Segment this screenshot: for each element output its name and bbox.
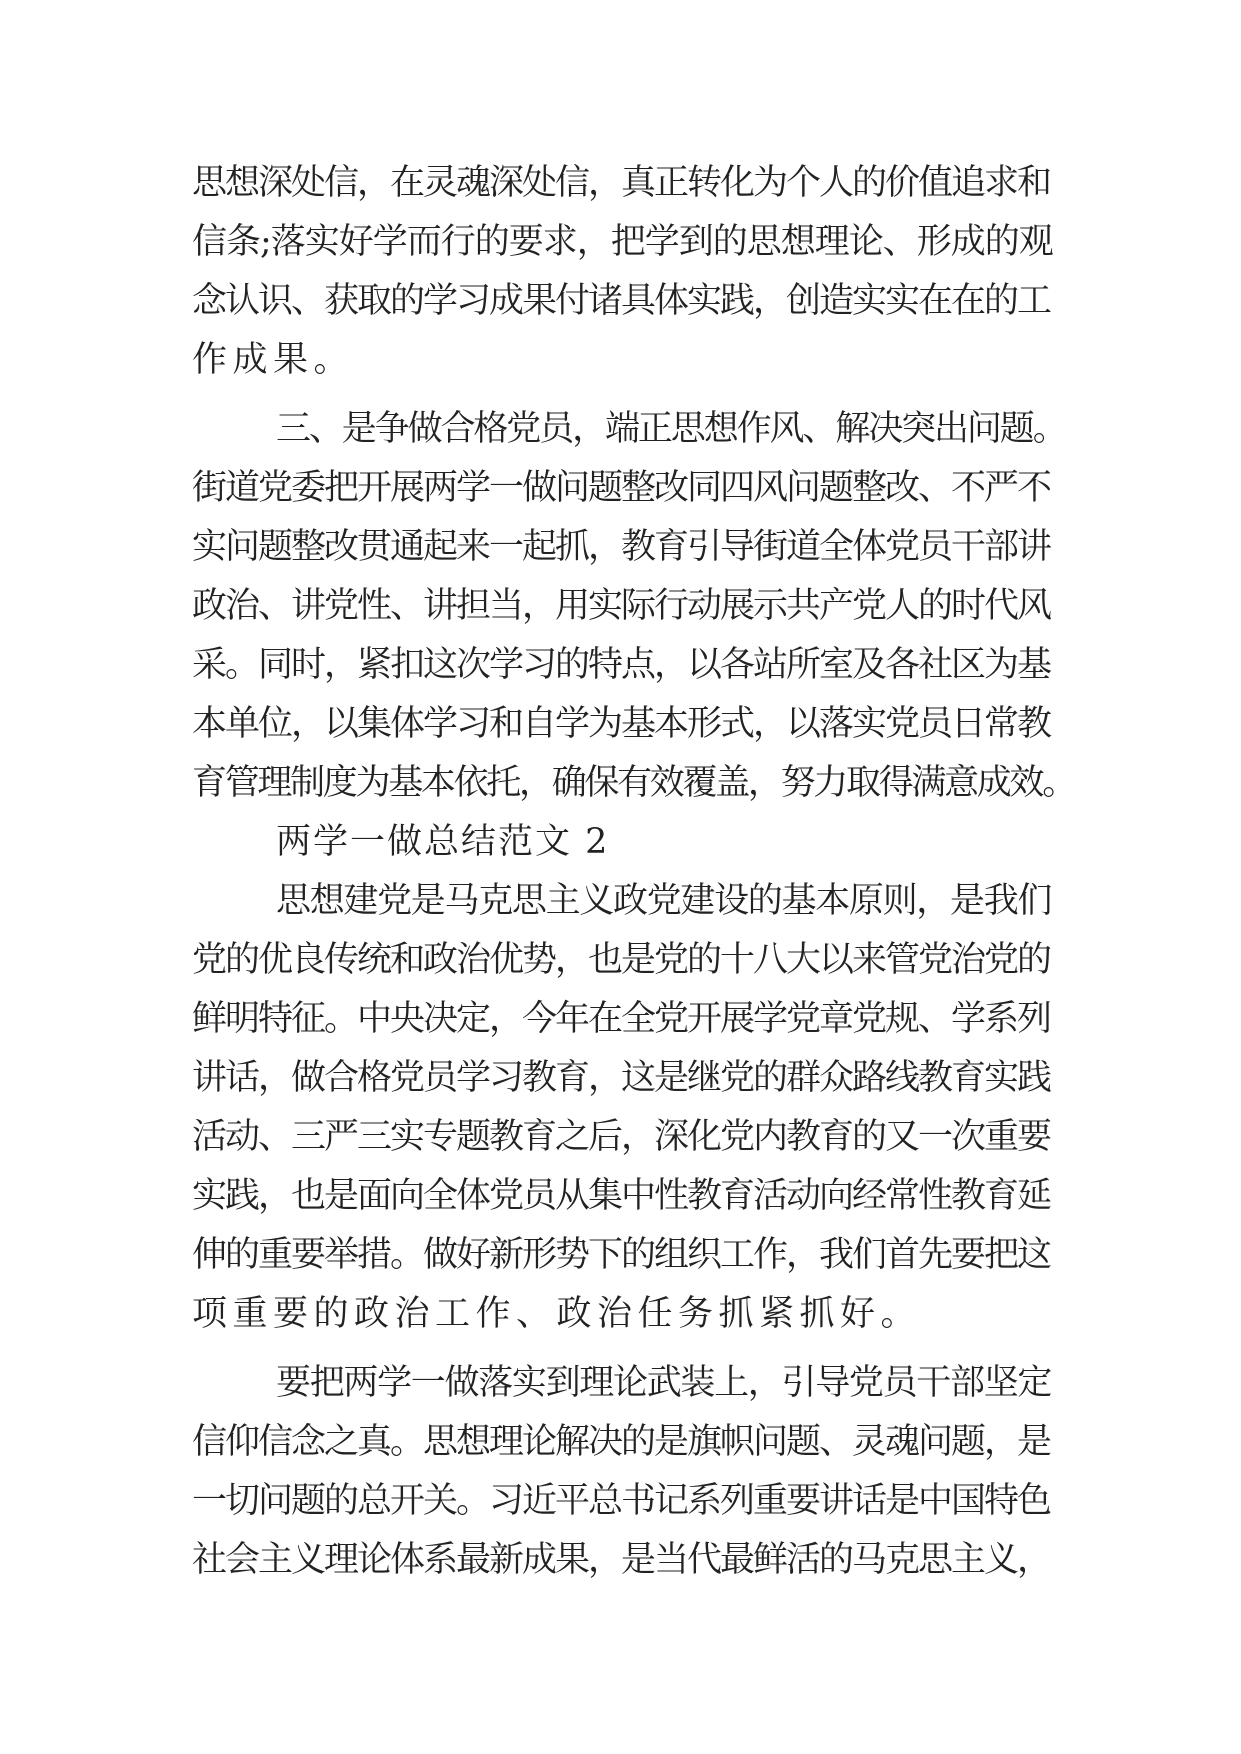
text-line: 三、是争做合格党员，端正思想作风、解决突出问题。 xyxy=(276,409,1066,449)
text-line: 本单位，以集体学习和自学为基本形式，以落实党员日常教 xyxy=(192,704,1051,744)
text-line: 实践，也是面向全体党员从集中性教育活动向经常性教育延 xyxy=(192,1176,1051,1216)
text-line: 作成果。 xyxy=(192,340,355,380)
text-line: 要把两学一做落实到理论武装上，引导党员干部坚定 xyxy=(276,1363,1052,1403)
text-line: 活动、三严三实专题教育之后，深化党内教育的又一次重要 xyxy=(192,1117,1051,1157)
text-line: 社会主义理论体系最新成果，是当代最鲜活的马克思主义， xyxy=(192,1540,1051,1580)
text-line: 政治、讲党性、讲担当，用实际行动展示共产党人的时代风 xyxy=(192,586,1051,626)
text-line: 党的优良传统和政治优势，也是党的十八大以来管党治党的 xyxy=(192,940,1051,980)
text-line: 采。同时，紧扣这次学习的特点，以各站所室及各社区为基 xyxy=(192,645,1051,685)
text-line: 伸的重要举措。做好新形势下的组织工作，我们首先要把这 xyxy=(192,1235,1051,1275)
document-body xyxy=(192,154,1075,1590)
text-line: 育管理制度为基本依托，确保有效覆盖，努力取得满意成效。 xyxy=(192,763,1075,803)
text-line: 一切问题的总开关。习近平总书记系列重要讲话是中国特色 xyxy=(192,1481,1051,1521)
text-line: 信条;落实好学而行的要求，把学到的思想理论、形成的观 xyxy=(192,222,1053,262)
text-line: 讲话，做合格党员学习教育，这是继党的群众路线教育实践 xyxy=(192,1058,1051,1098)
section-heading: 两学一做总结范文 2 xyxy=(276,822,610,862)
text-line: 项重要的政治工作、政治任务抓紧抓好。 xyxy=(192,1294,922,1334)
text-line: 鲜明特征。中央决定，今年在全党开展学党章党规、学系列 xyxy=(192,999,1051,1039)
text-line: 街道党委把开展两学一做问题整改同四风问题整改、不严不 xyxy=(192,468,1051,508)
text-line: 念认识、获取的学习成果付诸具体实践，创造实实在在的工 xyxy=(192,281,1051,321)
text-line: 信仰信念之真。思想理论解决的是旗帜问题、灵魂问题，是 xyxy=(192,1422,1051,1462)
text-line: 思想深处信，在灵魂深处信，真正转化为个人的价值追求和 xyxy=(192,163,1051,203)
text-line: 思想建党是马克思主义政党建设的基本原则，是我们 xyxy=(276,881,1052,921)
text-line: 实问题整改贯通起来一起抓，教育引导街道全体党员干部讲 xyxy=(192,527,1051,567)
